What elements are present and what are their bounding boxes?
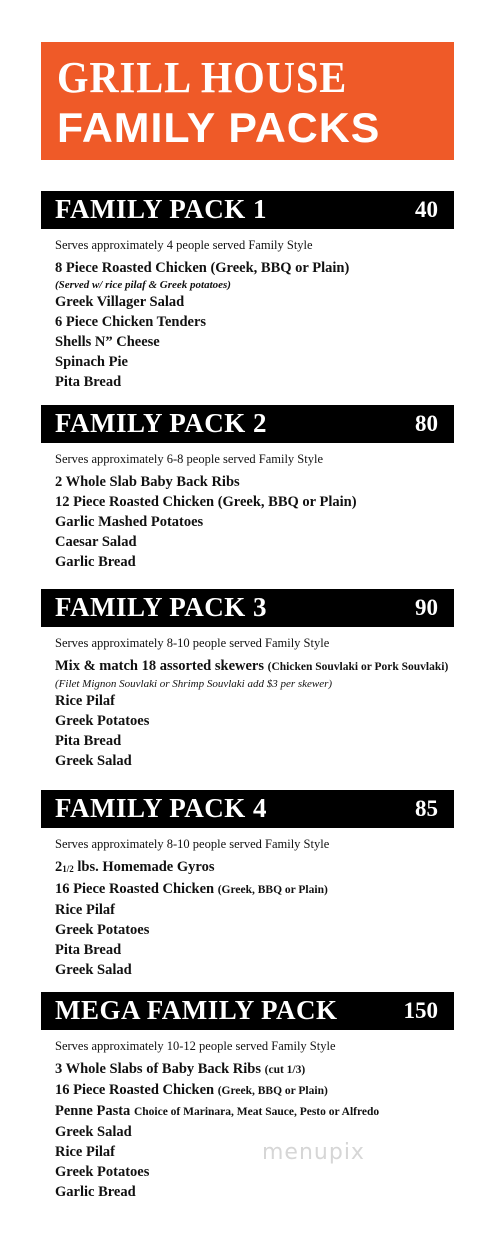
item-name: Greek Villager Salad [55, 294, 185, 310]
item-name: Greek Salad [55, 1124, 132, 1140]
item-name: Greek Potatoes [55, 713, 150, 729]
pack-header [41, 790, 454, 828]
menu-item [55, 1101, 454, 1122]
item-quantity-fraction: 1/2 [62, 864, 74, 874]
menu-item [55, 1080, 454, 1101]
menu-item [55, 656, 454, 677]
item-detail: Choice of Marinara, Meat Sauce, Pesto or Alfredo [133, 1106, 380, 1118]
menu-item [55, 332, 454, 352]
serves-text: Serves approximately 8-10 people served Family Style [55, 837, 330, 851]
item-name: 8 Piece Roasted Chicken (Greek, BBQ or Plain) [55, 260, 350, 276]
pack-name: FAMILY PACK 2 [55, 408, 267, 438]
title-banner [41, 42, 454, 160]
item-name: Greek Potatoes [55, 1164, 150, 1180]
item-name: lbs. Homemade Gyros [73, 859, 215, 875]
serves-text: Serves approximately 8-10 people served Family Style [55, 636, 330, 650]
pack-price: 40 [415, 197, 438, 222]
item-name: 6 Piece Chicken Tenders [55, 314, 207, 330]
serves-text: Serves approximately 10-12 people served Family Style [55, 1039, 336, 1053]
menu-item [55, 711, 454, 731]
menu-item [55, 900, 454, 920]
item-detail: (cut 1/3) [264, 1064, 306, 1076]
menu-item [55, 472, 454, 492]
menu-item [55, 1162, 454, 1182]
item-name: Rice Pilaf [55, 1144, 115, 1160]
item-detail: (Chicken Souvlaki or Pork Souvlaki) [267, 661, 449, 673]
pack-header [41, 191, 454, 229]
item-name: Garlic Bread [55, 1184, 136, 1200]
item-detail: (Greek, BBQ or Plain) [217, 884, 328, 896]
family-pack-section [41, 191, 454, 392]
pack-body [41, 1030, 454, 1202]
item-name: Pita Bread [55, 942, 122, 958]
item-note: (Served w/ rice pilaf & Greek potatoes) [55, 279, 231, 291]
pack-body [41, 443, 454, 572]
menu-item [55, 1182, 454, 1202]
menu-item [55, 1059, 454, 1080]
menu-item [55, 312, 454, 332]
item-quantity: 2 [55, 859, 63, 875]
item-name: Caesar Salad [55, 534, 137, 550]
pack-name: FAMILY PACK 4 [55, 793, 267, 823]
menu-item [55, 1142, 454, 1162]
family-pack-section [41, 405, 454, 572]
pack-name: FAMILY PACK 1 [55, 194, 267, 224]
menu-item [55, 691, 454, 711]
pack-header [41, 589, 454, 627]
menu-item [55, 512, 454, 532]
item-name: 16 Piece Roasted Chicken [55, 881, 215, 897]
menu-item [55, 1122, 454, 1142]
menu-item [55, 960, 454, 980]
family-pack-section [41, 589, 454, 771]
item-name: Penne Pasta [55, 1103, 131, 1119]
menu-item [55, 879, 454, 900]
menu-item [55, 258, 454, 278]
item-name: Shells N” Cheese [55, 334, 160, 350]
menu-item [55, 731, 454, 751]
pack-header [41, 992, 454, 1030]
item-name: Pita Bread [55, 733, 122, 749]
watermark: menupix [262, 1140, 365, 1165]
item-name: Pita Bread [55, 374, 122, 390]
serves-text: Serves approximately 4 people served Family Style [55, 238, 313, 252]
pack-price: 90 [415, 595, 438, 620]
menu-item [55, 532, 454, 552]
menu-item [55, 857, 454, 879]
menu-item [55, 292, 454, 312]
family-pack-section [41, 992, 454, 1202]
menu-item [55, 552, 454, 572]
serves-text: Serves approximately 6-8 people served Family Style [55, 452, 323, 466]
menu-item [55, 920, 454, 940]
item-name: Greek Salad [55, 962, 132, 978]
item-name: Spinach Pie [55, 354, 128, 370]
item-name: 16 Piece Roasted Chicken [55, 1082, 215, 1098]
menu-item [55, 372, 454, 392]
menu-item [55, 940, 454, 960]
menu-item [55, 352, 454, 372]
item-name: 12 Piece Roasted Chicken (Greek, BBQ or Plain) [55, 494, 357, 510]
item-name: Rice Pilaf [55, 693, 115, 709]
item-name: Mix & match 18 assorted skewers [55, 658, 265, 674]
pack-price: 150 [403, 998, 438, 1023]
item-name: Garlic Mashed Potatoes [55, 514, 204, 530]
pack-price: 80 [415, 411, 438, 436]
pack-body [41, 229, 454, 392]
family-pack-section [41, 790, 454, 980]
pack-price: 85 [415, 796, 438, 821]
item-name: Garlic Bread [55, 554, 136, 570]
banner-title-line2: FAMILY PACKS [57, 104, 381, 151]
item-name: 2 Whole Slab Baby Back Ribs [55, 474, 240, 490]
pack-name: MEGA FAMILY PACK [55, 995, 338, 1025]
item-detail: (Greek, BBQ or Plain) [217, 1085, 328, 1097]
item-name: Greek Potatoes [55, 922, 150, 938]
item-note: (Filet Mignon Souvlaki or Shrimp Souvlaki add $3 per skewer) [55, 678, 333, 690]
pack-body [41, 828, 454, 980]
menu-item [55, 751, 454, 771]
item-name: Greek Salad [55, 753, 132, 769]
item-name: 3 Whole Slabs of Baby Back Ribs [55, 1061, 262, 1077]
banner-title-line1: GRILL HOUSE [57, 53, 348, 102]
pack-header [41, 405, 454, 443]
pack-body [41, 627, 454, 771]
menu-item [55, 492, 454, 512]
item-name: Rice Pilaf [55, 902, 115, 918]
pack-name: FAMILY PACK 3 [55, 592, 267, 622]
